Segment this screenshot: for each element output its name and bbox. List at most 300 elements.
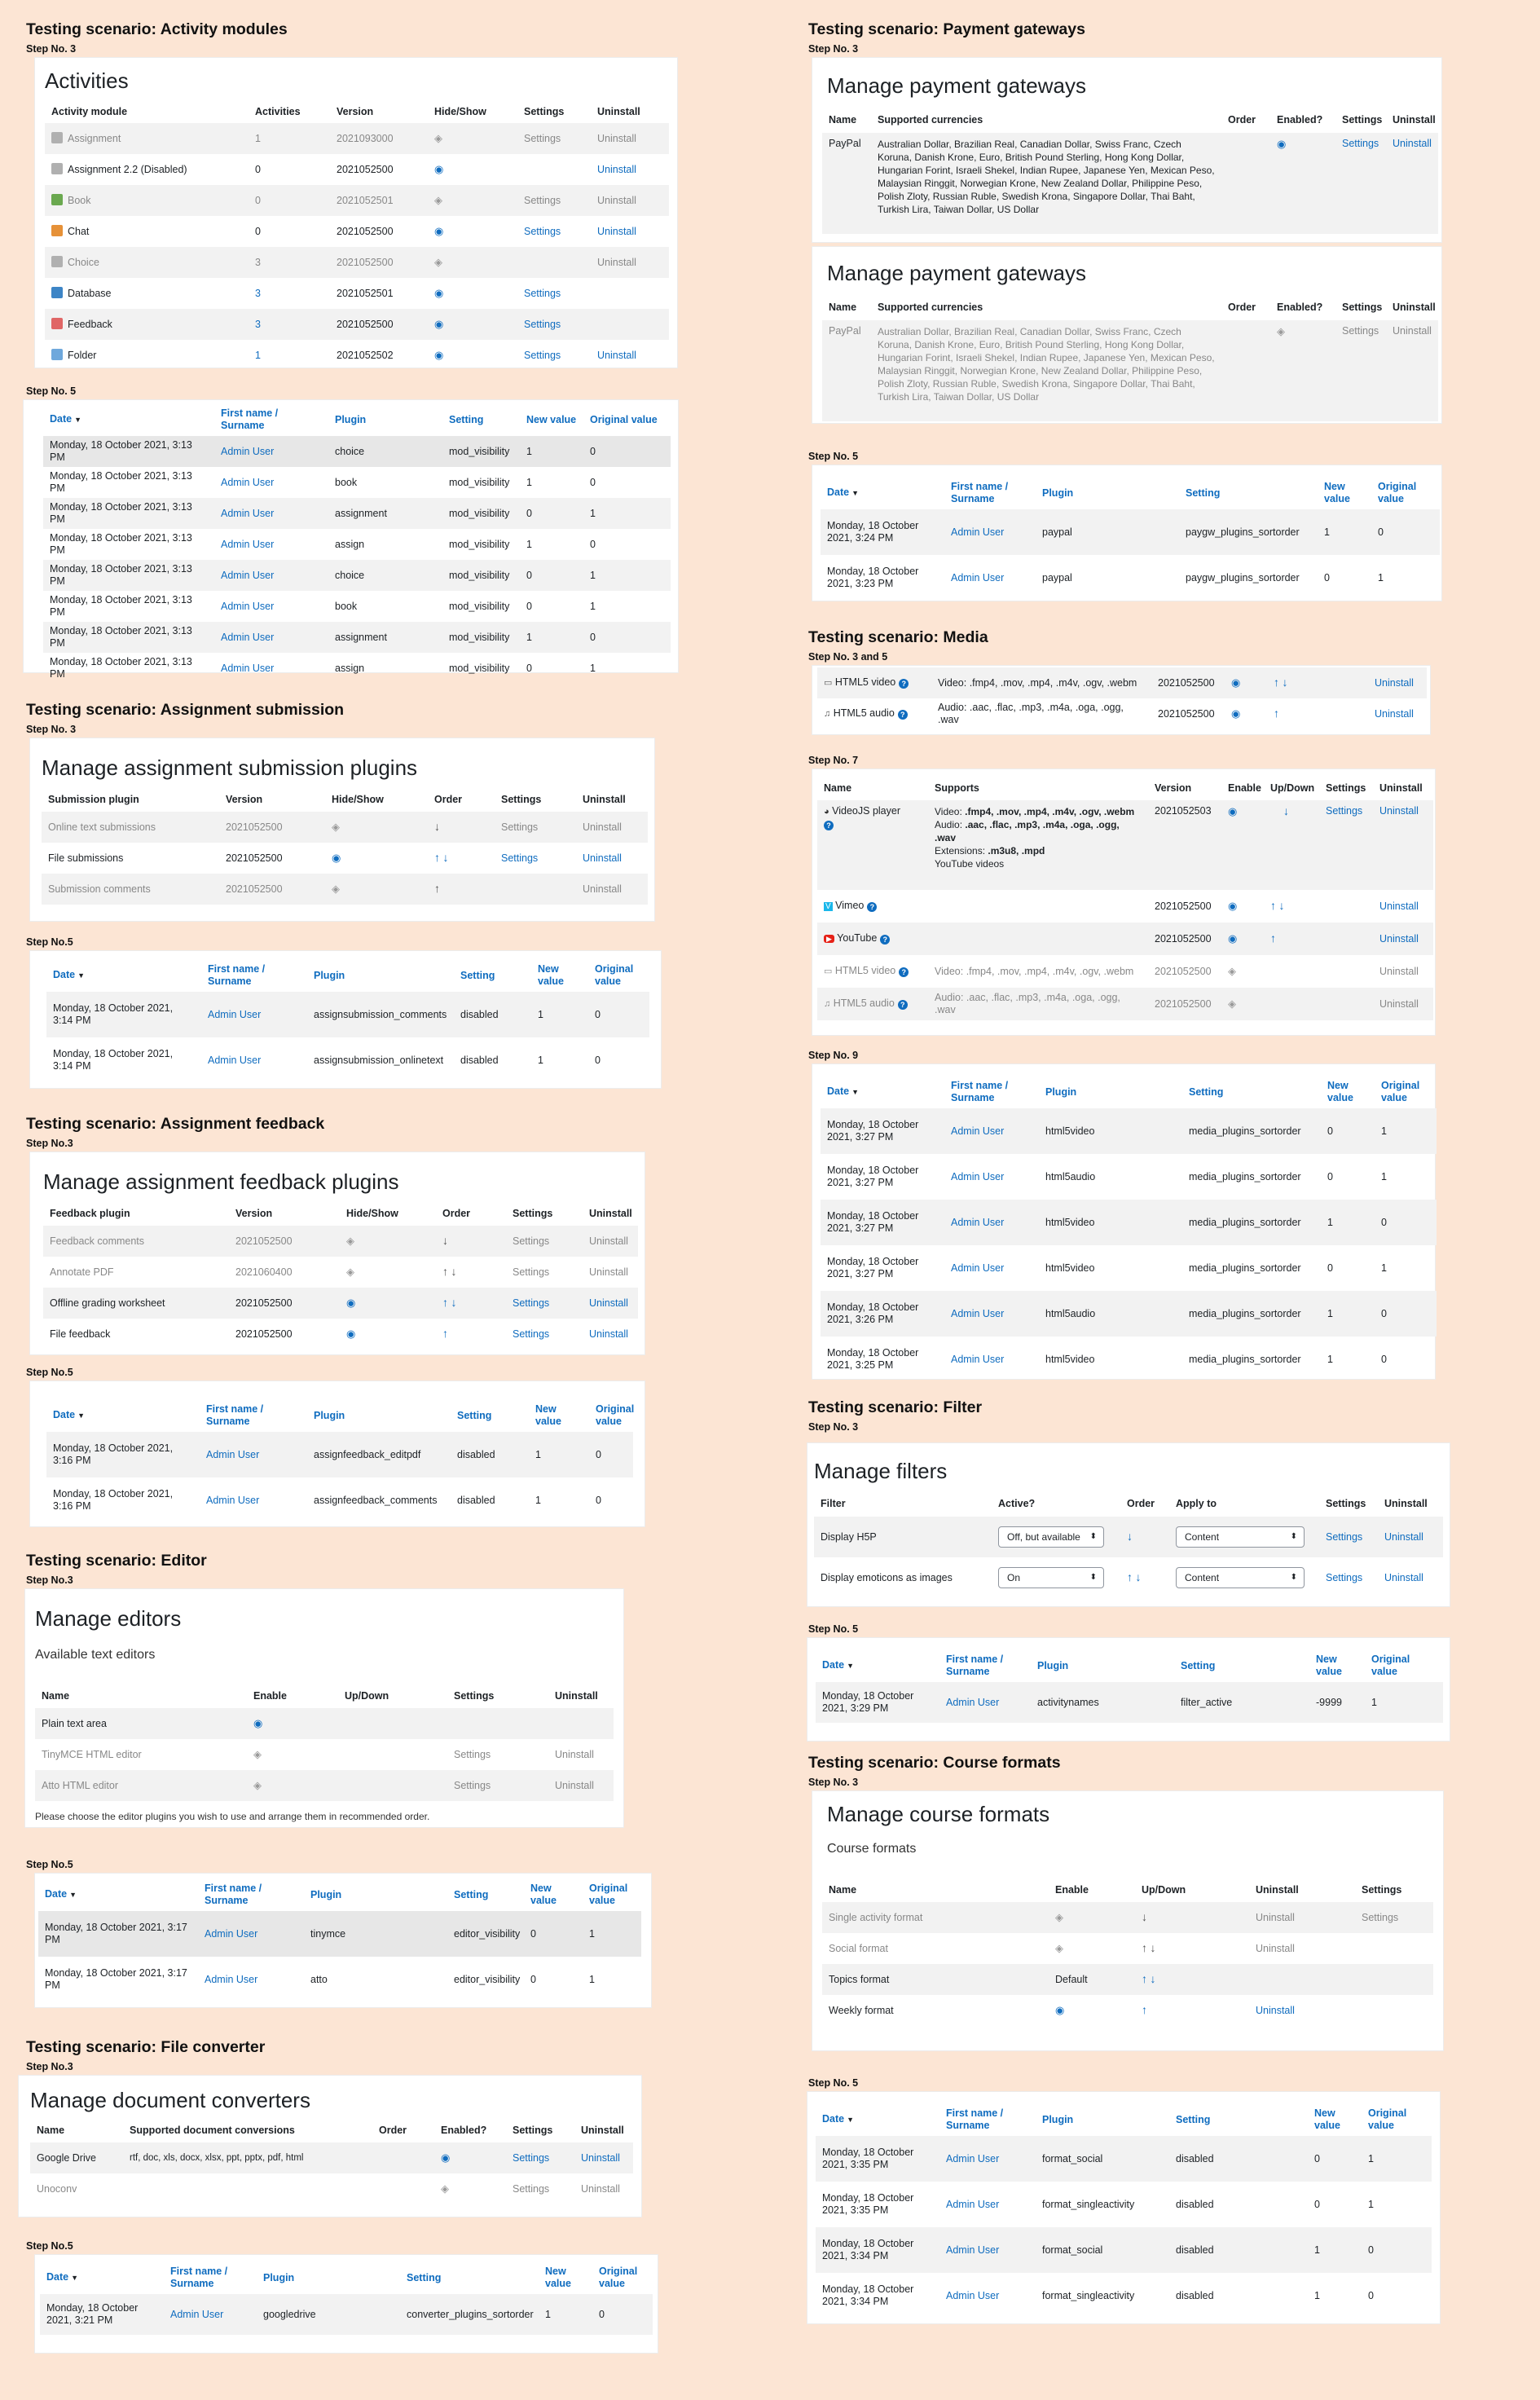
col-header-field[interactable]: Plugin <box>1042 487 1074 499</box>
headphones-icon: ♫ <box>824 709 831 719</box>
settings-link[interactable]: Settings <box>513 1328 550 1340</box>
log-date: Monday, 18 October 2021, 3:13 PM <box>50 532 192 556</box>
eye-icon[interactable]: ◉ <box>1277 138 1287 150</box>
settings-link[interactable] <box>517 247 591 278</box>
arrow-down-icon[interactable]: ↓ <box>1283 804 1289 817</box>
col-header-field[interactable]: First name / Surname <box>206 1403 264 1427</box>
eye-icon[interactable]: ◉ <box>434 318 444 330</box>
log-user[interactable]: Admin User <box>951 1262 1005 1274</box>
col-header-field[interactable]: Plugin <box>335 413 367 425</box>
arrow-down-icon[interactable]: ↓ <box>1142 1910 1147 1923</box>
activity-count[interactable]: 1 <box>255 349 261 361</box>
log-user[interactable]: Admin User <box>939 2227 1036 2273</box>
col-header: Supported currencies <box>878 301 983 313</box>
log-user[interactable]: Admin User <box>951 1170 1005 1182</box>
uninstall-link[interactable]: Uninstall <box>591 185 669 216</box>
log-row <box>43 498 671 529</box>
log-setting: mod_visibility <box>449 600 510 612</box>
version: 2021052501 <box>337 287 394 299</box>
activity-icon <box>51 132 63 143</box>
log-user[interactable]: Admin User <box>206 1494 260 1506</box>
log-new: 1 <box>538 1054 543 1066</box>
eye-icon[interactable]: ◉ <box>253 1717 263 1729</box>
table-row <box>822 1933 1433 1964</box>
asub-log-panel <box>29 950 662 1089</box>
uninstall-link[interactable]: Uninstall <box>1249 1902 1355 1933</box>
col-header-field[interactable]: Plugin <box>314 969 345 981</box>
help-icon[interactable]: ? <box>898 710 908 720</box>
uninstall-link[interactable]: Uninstall <box>1379 900 1419 912</box>
settings-link[interactable] <box>517 154 591 185</box>
eye-slash-icon[interactable]: ◈ <box>253 1779 262 1791</box>
col-header: Enabled? <box>441 2124 487 2136</box>
eye-icon[interactable]: ◉ <box>441 2151 451 2164</box>
arrow-up-icon[interactable]: ↑ <box>434 882 440 895</box>
arrow-up-icon[interactable]: ↑ <box>1142 1972 1147 1985</box>
col-header: Order <box>1228 301 1256 313</box>
activity-name: Assignment 2.2 (Disabled) <box>68 164 187 175</box>
version: 2021052500 <box>1148 988 1221 1020</box>
col-header-field[interactable]: New value <box>1314 2107 1340 2131</box>
log-user[interactable]: Admin User <box>214 436 328 467</box>
log-orig: 1 <box>1378 571 1384 583</box>
activity-icon <box>51 163 63 174</box>
apply-to-select[interactable]: Content ⬍ <box>1176 1567 1305 1588</box>
media-step9-label: Step No. 9 <box>808 1050 859 1061</box>
pay-scenario-title: Testing scenario: Payment gateways <box>808 20 1085 38</box>
log-user[interactable]: Admin User <box>944 1200 1039 1245</box>
currency-list: Australian Dollar, Brazilian Real, Canadian Dollar, Swiss Franc, Czech Koruna, Danish Krone, Euro, British Pound Sterling, Hong Kong Dollar, Hungarian Forint, Israeli Shekel, Indian Rupee, Japanese Yen, Mexican Peso, Malaysian Ringgit, Norwegian Krone, New Zealand Dollar, Philippine Peso, Polish Zloty, Russian Ruble, Swedish Krona, Singapore Dollar, Thai Baht, Turkish Lira, Taiwan Dollar, US Dollar <box>871 133 1221 234</box>
uninstall-link[interactable]: Uninstall <box>583 1226 638 1257</box>
asub-panel <box>29 738 655 922</box>
activity-count[interactable]: 3 <box>249 309 330 340</box>
arrow-up-icon[interactable]: ↑ <box>1274 707 1279 720</box>
log-orig: 1 <box>583 560 671 591</box>
col-header-field[interactable]: New value <box>1316 1654 1342 1677</box>
log-row <box>821 555 1440 601</box>
afb-table <box>43 1201 638 1350</box>
settings-link[interactable]: Settings <box>506 1226 583 1257</box>
log-user[interactable]: Admin User <box>214 560 328 591</box>
uninstall-link[interactable]: Uninstall <box>1256 1942 1295 1954</box>
log-user[interactable]: Admin User <box>944 1291 1039 1337</box>
arrow-down-icon[interactable]: ↓ <box>434 820 440 833</box>
col-header-field[interactable]: Plugin <box>314 1409 345 1421</box>
uninstall-link[interactable]: Uninstall <box>591 123 669 154</box>
sort-down-icon[interactable]: ▼ <box>74 416 82 424</box>
table-row <box>43 1257 638 1288</box>
col-header-field[interactable]: Original value <box>589 1883 628 1906</box>
uninstall-link[interactable]: Uninstall <box>1386 320 1438 421</box>
apply-to-select[interactable]: Content ⬍ <box>1176 1526 1305 1548</box>
uninstall-link[interactable]: Uninstall <box>597 225 636 237</box>
col-header-date[interactable]: Date ▼ <box>827 487 860 498</box>
col-header-field[interactable]: Setting <box>454 1888 489 1900</box>
eye-slash-icon[interactable]: ◈ <box>434 194 442 206</box>
cf-table <box>822 1878 1433 2026</box>
col-header: Enable <box>253 1689 287 1702</box>
log-user[interactable]: Admin User <box>208 1054 262 1066</box>
settings-link[interactable]: Settings <box>513 1266 550 1278</box>
settings-link[interactable]: Settings <box>524 349 561 361</box>
log-user[interactable]: Admin User <box>944 509 1036 555</box>
eye-icon[interactable]: ◉ <box>1055 2004 1065 2016</box>
col-header-field[interactable]: New value <box>538 963 564 987</box>
table-row <box>822 1964 1433 1995</box>
activity-icon <box>51 225 63 236</box>
log-orig: 0 <box>1381 1353 1387 1365</box>
settings-link[interactable]: Settings <box>517 123 591 154</box>
pay-panel-enabled <box>812 57 1442 243</box>
col-header: Name <box>824 782 852 794</box>
arrow-down-icon[interactable]: ↓ <box>1127 1530 1133 1543</box>
col-header: Order <box>379 2124 407 2136</box>
table-row <box>35 1708 614 1739</box>
col-header: Version <box>337 105 374 117</box>
sort-down-icon[interactable]: ▼ <box>851 1088 860 1096</box>
settings-link[interactable]: Settings <box>524 287 561 299</box>
log-setting: media_plugins_sortorder <box>1189 1262 1301 1274</box>
log-user[interactable]: Admin User <box>201 992 307 1037</box>
uninstall-link[interactable]: Uninstall <box>1373 800 1433 890</box>
eye-icon[interactable]: ◉ <box>1231 676 1241 689</box>
log-setting: editor_visibility <box>447 1911 524 1957</box>
arrow-down-icon[interactable]: ↓ <box>451 1265 457 1278</box>
eye-slash-icon[interactable]: ◈ <box>1228 965 1236 977</box>
arrow-up-icon[interactable]: ↑ <box>442 1265 448 1278</box>
eye-slash-icon[interactable]: ◈ <box>441 2182 449 2195</box>
uninstall-link[interactable]: Uninstall <box>583 1288 638 1319</box>
col-header-field[interactable]: Setting <box>1176 2113 1211 2125</box>
arrow-up-icon[interactable]: ↑ <box>1274 676 1279 689</box>
settings-link[interactable]: Settings <box>501 852 539 864</box>
settings-link[interactable]: Settings <box>447 1770 548 1801</box>
uninstall-link[interactable]: Uninstall <box>574 2142 633 2173</box>
eye-slash-icon[interactable]: ◈ <box>434 256 442 268</box>
sort-down-icon[interactable]: ▼ <box>847 2116 855 2124</box>
eye-icon[interactable]: ◉ <box>346 1297 356 1309</box>
eye-slash-icon[interactable]: ◈ <box>253 1748 262 1760</box>
uninstall-link[interactable]: Uninstall <box>591 247 669 278</box>
eye-icon[interactable]: ◉ <box>332 852 341 864</box>
sort-down-icon[interactable]: ▼ <box>69 1891 77 1899</box>
arrow-up-icon[interactable]: ↑ <box>434 851 440 864</box>
col-header: Settings <box>513 1207 553 1219</box>
col-header-field[interactable]: Plugin <box>263 2271 295 2283</box>
arrow-down-icon[interactable]: ↓ <box>442 1234 448 1247</box>
settings-link[interactable]: Settings <box>1319 1517 1378 1557</box>
log-setting: disabled <box>460 1054 499 1066</box>
col-header-date[interactable]: Date ▼ <box>53 1409 86 1420</box>
uninstall-link[interactable]: Uninstall <box>1378 1517 1443 1557</box>
arrow-down-icon[interactable]: ↓ <box>442 851 449 864</box>
eye-slash-icon[interactable]: ◈ <box>434 132 442 144</box>
help-icon[interactable]: ? <box>898 1000 908 1010</box>
help-icon[interactable]: ? <box>824 821 834 830</box>
col-header-field[interactable]: Setting <box>449 413 484 425</box>
col-header-date[interactable]: Date ▼ <box>53 969 86 980</box>
col-header-field[interactable]: New value <box>1327 1080 1353 1103</box>
player-name: VideoJS player <box>832 805 900 817</box>
chevron-updown-icon: ⬍ <box>1089 1532 1097 1541</box>
log-new: 0 <box>1321 1108 1375 1154</box>
sort-down-icon[interactable]: ▼ <box>77 971 86 980</box>
col-header: Supported currencies <box>878 113 983 126</box>
eye-icon[interactable]: ◉ <box>434 163 444 175</box>
arrow-up-icon[interactable]: ↑ <box>1142 2003 1147 2016</box>
settings-link[interactable]: Settings <box>517 185 591 216</box>
settings-link[interactable]: Settings <box>495 812 576 843</box>
eye-icon[interactable]: ◉ <box>1231 707 1241 720</box>
eye-icon[interactable]: ◉ <box>1228 900 1238 912</box>
col-header: Settings <box>1342 301 1383 313</box>
col-header-field[interactable]: Original value <box>1371 1654 1410 1677</box>
col-header-field[interactable]: First name / Surname <box>946 2107 1004 2131</box>
col-header-date[interactable]: Date ▼ <box>45 1888 77 1900</box>
arrow-down-icon[interactable]: ↓ <box>451 1296 457 1309</box>
filter-log-panel <box>807 1637 1450 1742</box>
table-row <box>817 923 1433 955</box>
help-icon[interactable]: ? <box>880 935 890 945</box>
log-new: 1 <box>529 1432 589 1477</box>
col-header-date[interactable]: Date ▼ <box>827 1086 860 1097</box>
uninstall-link[interactable]: Uninstall <box>555 1748 594 1760</box>
log-plugin: format_singleactivity <box>1042 2198 1135 2210</box>
col-header-field[interactable]: New value <box>535 1403 561 1427</box>
uninstall-link[interactable]: Uninstall <box>1373 923 1433 955</box>
eye-slash-icon[interactable]: ◈ <box>1055 1911 1063 1923</box>
help-icon[interactable]: ? <box>899 679 909 689</box>
col-header-field[interactable]: Setting <box>460 969 495 981</box>
cf-log-panel <box>807 2091 1441 2324</box>
log-date: Monday, 18 October 2021, 3:13 PM <box>43 622 214 653</box>
arrow-up-icon[interactable]: ↑ <box>442 1327 448 1340</box>
log-user[interactable]: Admin User <box>164 2294 257 2335</box>
eye-icon[interactable]: ◉ <box>434 287 444 299</box>
log-user[interactable]: Admin User <box>221 538 275 550</box>
col-header-field[interactable]: Original value <box>1368 2107 1407 2131</box>
settings-link[interactable]: Settings <box>1335 133 1386 234</box>
uninstall-link[interactable]: Uninstall <box>597 349 636 361</box>
col-header-field[interactable]: Plugin <box>1037 1659 1069 1671</box>
uninstall-link[interactable]: Uninstall <box>583 852 622 864</box>
activity-count[interactable]: 3 <box>255 287 261 299</box>
arrow-up-icon[interactable]: ↑ <box>1142 1941 1147 1954</box>
log-setting: mod_visibility <box>442 560 520 591</box>
uninstall-link[interactable]: Uninstall <box>1256 2004 1295 2016</box>
log-user[interactable]: Admin User <box>939 1682 1031 1723</box>
log-user[interactable]: Admin User <box>221 662 275 674</box>
table-row <box>817 890 1433 923</box>
col-header-field[interactable]: New value <box>526 413 577 425</box>
plugin-name: Offline grading worksheet <box>43 1288 229 1319</box>
active-select[interactable]: On ⬍ <box>998 1567 1104 1588</box>
log-user[interactable]: Admin User <box>951 1353 1005 1365</box>
settings-link[interactable]: Settings <box>1335 320 1386 421</box>
col-header: Version <box>1155 782 1192 794</box>
col-header-field[interactable]: First name / Surname <box>221 407 279 431</box>
table-row <box>817 667 1427 698</box>
uninstall-link[interactable]: Uninstall <box>548 1770 614 1801</box>
activity-name: Database <box>68 288 112 299</box>
col-header-date[interactable]: Date ▼ <box>50 413 82 425</box>
uninstall-link[interactable]: Uninstall <box>1373 988 1433 1020</box>
arrow-up-icon[interactable]: ↑ <box>1270 899 1276 912</box>
col-header-field[interactable]: Original value <box>1378 481 1417 504</box>
col-header: Settings <box>454 1689 495 1702</box>
version: 2021052500 <box>226 852 283 864</box>
log-row <box>43 591 671 622</box>
arrow-down-icon[interactable]: ↓ <box>1282 676 1288 689</box>
uninstall-link[interactable]: Uninstall <box>1386 133 1438 234</box>
eye-slash-icon[interactable]: ◈ <box>346 1266 354 1278</box>
settings-link[interactable]: Settings <box>454 1748 491 1760</box>
active-select[interactable]: Off, but available ⬍ <box>998 1526 1104 1548</box>
sort-down-icon[interactable]: ▼ <box>847 1662 855 1670</box>
version: 2021052501 <box>330 185 428 216</box>
col-header-field[interactable]: Original value <box>595 963 634 987</box>
col-header: Settings <box>1342 113 1383 126</box>
sort-down-icon[interactable]: ▼ <box>851 489 860 497</box>
col-header-date[interactable]: Date ▼ <box>46 2271 79 2283</box>
uninstall-link[interactable]: Uninstall <box>1384 1571 1423 1583</box>
eye-slash-icon[interactable]: ◈ <box>1055 1942 1063 1954</box>
help-icon[interactable]: ? <box>899 967 909 977</box>
help-icon[interactable]: ? <box>867 902 877 912</box>
afb-step5-label: Step No.5 <box>26 1367 73 1378</box>
log-user[interactable]: Admin User <box>214 498 328 529</box>
col-header-field[interactable]: Original value <box>596 1403 635 1427</box>
arrow-down-icon[interactable]: ↓ <box>1278 899 1285 912</box>
log-plugin: googledrive <box>257 2294 400 2335</box>
col-header-field[interactable]: Plugin <box>1045 1086 1077 1098</box>
log-user[interactable]: Admin User <box>221 476 275 488</box>
col-header-field[interactable]: First name / Surname <box>205 1883 262 1906</box>
arrow-down-icon[interactable]: ↓ <box>1150 1941 1156 1954</box>
log-user[interactable]: Admin User <box>946 2289 1000 2301</box>
log-user[interactable]: Admin User <box>221 600 275 612</box>
log-user[interactable]: Admin User <box>944 1108 1039 1154</box>
uninstall-link[interactable]: Uninstall <box>589 1328 628 1340</box>
log-user[interactable]: Admin User <box>946 2198 1000 2210</box>
log-user[interactable]: Admin User <box>951 571 1005 583</box>
version: 2021052500 <box>219 874 325 905</box>
version: 2021052500 <box>219 812 325 843</box>
settings-link[interactable] <box>447 1708 548 1739</box>
col-header-field[interactable]: First name / Surname <box>946 1654 1004 1677</box>
uninstall-link[interactable] <box>591 309 669 340</box>
player-name: YouTube <box>837 932 878 944</box>
log-new: 1 <box>1321 1200 1375 1245</box>
eye-icon[interactable]: ◉ <box>346 1328 356 1340</box>
log-plugin: choice <box>328 560 442 591</box>
arrow-down-icon[interactable]: ↓ <box>1135 1570 1142 1583</box>
log-plugin: book <box>335 600 358 612</box>
sort-down-icon[interactable]: ▼ <box>77 1411 86 1420</box>
uninstall-link[interactable]: Uninstall <box>581 2182 620 2195</box>
col-header-field[interactable]: Original value <box>599 2266 638 2289</box>
eye-slash-icon[interactable]: ◈ <box>346 1235 354 1247</box>
log-user[interactable]: Admin User <box>198 1911 304 1957</box>
arrow-down-icon[interactable]: ↓ <box>1150 1972 1156 1985</box>
pay-log-panel <box>812 465 1442 601</box>
eye-slash-icon[interactable]: ◈ <box>332 821 340 833</box>
log-row <box>46 1037 649 1083</box>
settings-link[interactable]: Settings <box>1355 1902 1433 1933</box>
col-header-field[interactable]: Setting <box>1189 1086 1224 1098</box>
log-user[interactable]: Admin User <box>214 622 328 653</box>
settings-link[interactable]: Settings <box>524 225 561 237</box>
log-orig: 1 <box>583 1911 641 1957</box>
uninstall-link[interactable] <box>591 278 669 309</box>
eye-icon[interactable]: ◉ <box>1228 932 1238 945</box>
col-header-field[interactable]: New value <box>1324 481 1350 504</box>
log-user[interactable]: Admin User <box>200 1432 307 1477</box>
col-header-field[interactable]: Plugin <box>310 1888 342 1900</box>
settings-link[interactable]: Settings <box>517 309 591 340</box>
col-header-field[interactable]: Original value <box>1381 1080 1420 1103</box>
settings-link[interactable]: Settings <box>1319 800 1373 890</box>
col-header-field[interactable]: Original value <box>590 413 658 425</box>
col-header-field[interactable]: Setting <box>1186 487 1221 499</box>
eye-slash-icon[interactable]: ◈ <box>1228 997 1236 1010</box>
uninstall-link[interactable]: Uninstall <box>589 1266 628 1278</box>
uninstall-link[interactable] <box>548 1708 614 1739</box>
col-header-field[interactable]: Setting <box>407 2271 442 2283</box>
settings-link[interactable]: Settings <box>513 2182 550 2195</box>
log-plugin: format_social <box>1036 2227 1169 2273</box>
col-header-field[interactable]: Plugin <box>1042 2113 1074 2125</box>
col-header-date[interactable]: Date ▼ <box>822 2113 855 2125</box>
eye-icon[interactable]: ◉ <box>434 349 444 361</box>
page-title: Manage filters <box>814 1459 948 1483</box>
uninstall-link[interactable]: Uninstall <box>1375 707 1414 720</box>
eye-icon[interactable]: ◉ <box>1228 805 1238 817</box>
col-header-field[interactable]: Setting <box>457 1409 492 1421</box>
log-user[interactable]: Admin User <box>939 2136 1036 2182</box>
plugin-name: Feedback comments <box>43 1226 229 1257</box>
eye-slash-icon[interactable]: ◈ <box>1277 325 1285 337</box>
col-header-date[interactable]: Date ▼ <box>822 1659 855 1671</box>
arrow-up-icon[interactable]: ↑ <box>442 1296 448 1309</box>
col-header-field[interactable]: New value <box>530 1883 557 1906</box>
settings-link[interactable]: Settings <box>1326 1571 1363 1583</box>
uninstall-link[interactable]: Uninstall <box>597 163 636 175</box>
col-header-field[interactable]: First name / Surname <box>170 2266 228 2289</box>
uninstall-link[interactable]: Uninstall <box>1368 667 1427 698</box>
log-row <box>821 1200 1437 1245</box>
arrow-up-icon[interactable]: ↑ <box>1270 931 1276 945</box>
col-header-field[interactable]: First name / Surname <box>951 481 1009 504</box>
log-orig: 0 <box>1362 2227 1432 2273</box>
uninstall-link[interactable]: Uninstall <box>576 874 648 905</box>
arrow-up-icon[interactable]: ↑ <box>1127 1570 1133 1583</box>
col-header-field[interactable]: First name / Surname <box>208 963 266 987</box>
eye-icon[interactable]: ◉ <box>434 225 444 237</box>
settings-link[interactable]: Settings <box>506 1288 583 1319</box>
col-header-field[interactable]: New value <box>545 2266 571 2289</box>
uninstall-link[interactable]: Uninstall <box>576 812 648 843</box>
col-header-field[interactable]: Setting <box>1181 1659 1216 1671</box>
log-date: Monday, 18 October 2021, 3:29 PM <box>816 1682 939 1723</box>
eye-slash-icon[interactable]: ◈ <box>332 883 340 895</box>
log-user[interactable]: Admin User <box>205 1973 258 1985</box>
settings-link[interactable]: Settings <box>506 2142 574 2173</box>
sort-down-icon[interactable]: ▼ <box>71 2274 79 2282</box>
uninstall-link[interactable]: Uninstall <box>1379 965 1419 977</box>
settings-link[interactable] <box>495 874 576 905</box>
col-header-field[interactable]: First name / Surname <box>951 1080 1009 1103</box>
